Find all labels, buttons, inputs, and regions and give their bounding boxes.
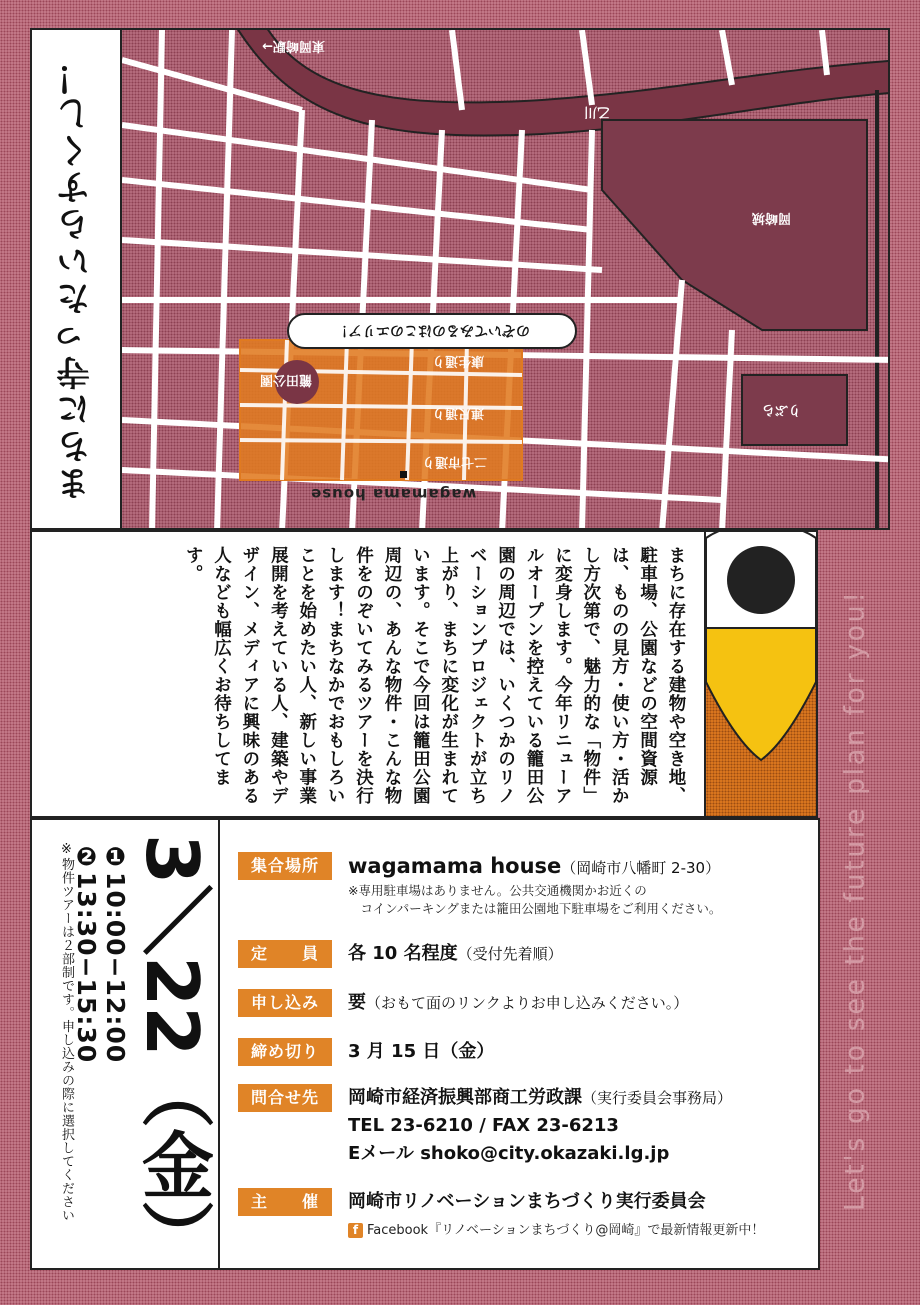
map-label-renjaku: 連尺通り	[432, 405, 485, 420]
map-streets	[122, 30, 890, 530]
page-title: まちに寺ったいらすくし！	[56, 57, 97, 501]
map-label-kosei: 康生通り	[432, 353, 485, 368]
map-label-venue: wagamama house	[310, 485, 477, 503]
date-panel	[30, 818, 220, 1273]
facebook-icon: f	[348, 1223, 363, 1238]
application-note: （おもて面のリンクよりお申し込みください。）	[366, 994, 689, 1012]
story-panel	[30, 530, 706, 818]
area-map	[120, 28, 890, 530]
parking-note-1: ※専用駐車場はありません。公共交通機関かお近くの	[348, 883, 647, 898]
contact-email: Eメール shoko@city.okazaki.lg.jp	[348, 1143, 670, 1164]
event-date: 3／22（金）	[130, 834, 214, 1273]
event-times: ❶10:00−12:00 ❷13:30−15:30	[72, 842, 130, 1064]
application-value: 要	[348, 992, 366, 1013]
info-label: 主 催	[238, 1188, 332, 1216]
map-label-park: 籠田公園	[260, 372, 313, 387]
info-label: 問合せ先	[238, 1084, 332, 1112]
venue-name: wagamama house	[348, 854, 562, 878]
map-label-river: 乙川	[584, 104, 611, 119]
event-note: ※物件ツアーは２部制です。申し込みの際に選択してください	[59, 842, 74, 1222]
map-label-castle: 岡崎城	[752, 210, 792, 225]
title-panel	[30, 28, 122, 530]
capacity-note: （受付先着順）	[457, 945, 563, 963]
rocket-illustration	[704, 530, 818, 818]
info-label: 締め切り	[238, 1038, 332, 1066]
rocket-icon	[706, 532, 816, 816]
info-label: 集合場所	[238, 852, 332, 880]
parking-note-2: コインパーキングまたは籠田公園地下駐車場をご利用ください。	[348, 901, 722, 916]
deadline-value: 3 月 15 日（金）	[348, 1041, 495, 1062]
venue-address: （岡崎市八幡町 2-30）	[561, 859, 721, 877]
contact-dept: 岡崎市経済振興部商工労政課	[348, 1087, 582, 1108]
area-callout: のぞいてみるのはこのエリア！	[287, 313, 577, 349]
info-row-capacity	[238, 940, 563, 968]
tagline-text: Let's go to see the future plan for you!	[839, 589, 871, 1211]
info-row-application	[238, 989, 688, 1017]
map-label-libra: りぶら	[762, 402, 802, 417]
story-text: まちに存在する建物や空き地、駐車場、公園などの空間資源は、ものの見方・使い方・活かし方次第で、魅力的な「物件」に変身します。今年リニューアルオープンを控えている籠田公園の周辺では、いくつかのリノベーションプロジェクトが立ち上がり、まちに変化が生まれています。そこで今回は籠田公園周辺の、あんな物件・こんな物件をのぞいてみるツアーを決行します！まちなかでおもしろいことを始めたい人、新しい事業展開を考えている人、建築やデザイン、メディアに興味のある人なども幅広くお待ちしてます。	[183, 546, 686, 805]
info-label: 定 員	[238, 940, 332, 968]
tagline-panel	[818, 530, 890, 1270]
contact-note: （実行委員会事務局）	[582, 1089, 733, 1107]
info-row-organizer	[238, 1188, 764, 1240]
info-row-contact	[238, 1084, 732, 1168]
organizer-name: 岡崎市リノベーションまちづくり実行委員会	[348, 1191, 706, 1212]
info-row-venue	[238, 852, 721, 918]
contact-tel: TEL 23-6210 / FAX 23-6213	[348, 1115, 619, 1136]
map-label-station: 東岡崎駅→	[262, 38, 325, 53]
info-panel	[218, 818, 820, 1270]
capacity-value: 各 10 名程度	[348, 943, 458, 964]
info-label: 申し込み	[238, 989, 332, 1017]
map-label-nishichi: 二七市通り	[422, 454, 488, 469]
facebook-note: Facebook『リノベーションまちづくり@岡崎』で最新情報更新中！	[367, 1223, 765, 1238]
info-row-deadline	[238, 1038, 494, 1066]
